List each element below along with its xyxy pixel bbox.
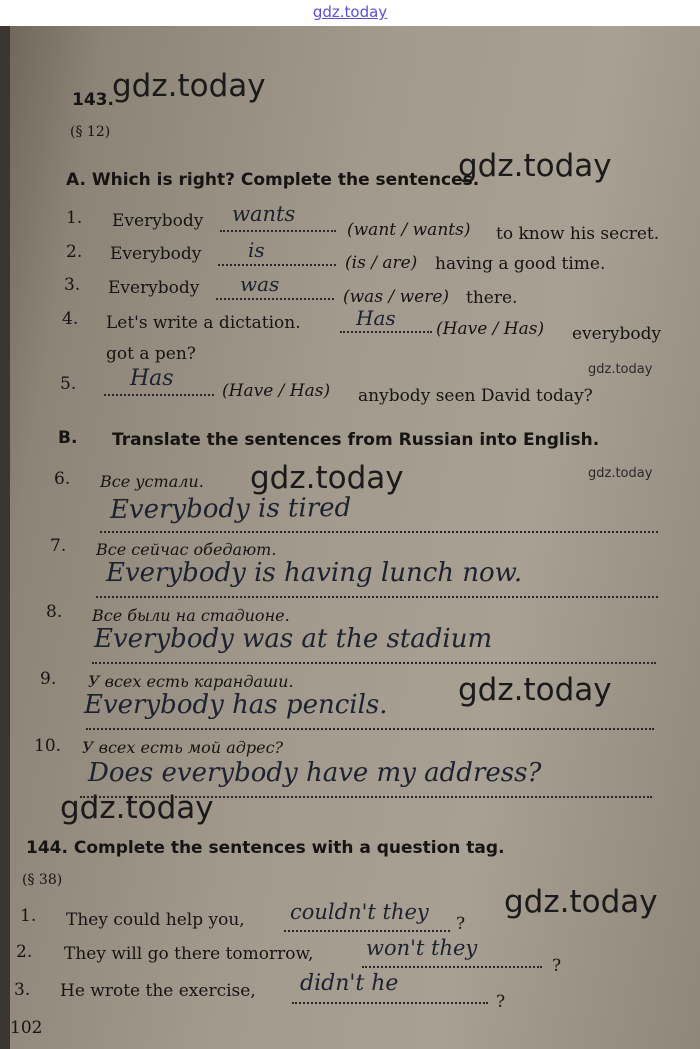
item-text: everybody: [572, 324, 662, 344]
handwritten-answer: Everybody was at the stadium: [94, 624, 493, 654]
question-mark: ?: [496, 992, 506, 1012]
item-text: got a pen?: [106, 344, 196, 364]
textbook-photo: [0, 26, 700, 1049]
item-number: 3.: [64, 275, 81, 295]
watermark: gdz.today: [112, 68, 266, 104]
russian-sentence: У всех есть мой адрес?: [82, 738, 284, 757]
item-text: anybody seen David today?: [358, 386, 593, 406]
russian-sentence: У всех есть карандаши.: [88, 672, 294, 691]
handwritten-answer: wants: [232, 202, 296, 226]
item-number: 7.: [50, 536, 67, 556]
item-number: 6.: [54, 469, 71, 489]
item-text: to know his secret.: [496, 224, 660, 244]
item-text: They will go there tomorrow,: [64, 944, 314, 964]
answer-blank: [216, 298, 334, 300]
answer-line: [96, 596, 658, 598]
handwritten-answer: Everybody has pencils.: [84, 690, 388, 720]
item-number: 2.: [16, 942, 33, 962]
item-number: 2.: [66, 242, 83, 262]
item-number: 8.: [46, 602, 63, 622]
item-text: there.: [466, 288, 518, 308]
page-number: 102: [10, 1018, 43, 1038]
part-b-label: B.: [58, 428, 78, 448]
choice: (Have / Has): [222, 381, 331, 401]
handwritten-answer: Has: [356, 306, 396, 330]
answer-blank: [284, 930, 450, 932]
watermark-small: gdz.today: [588, 466, 653, 481]
item-number: 5.: [60, 374, 77, 394]
item-text: They could help you,: [66, 910, 245, 930]
item-text: Everybody: [112, 211, 204, 231]
part-b-heading: Translate the sentences from Russian into English.: [112, 430, 600, 450]
choice: (want / wants): [347, 220, 471, 240]
exercise-143-ref: (§ 12): [70, 124, 111, 140]
question-mark: ?: [456, 914, 466, 934]
answer-blank: [292, 1002, 488, 1004]
answer-blank: [362, 966, 542, 968]
part-a-heading: A. Which is right? Complete the sentences.: [66, 170, 480, 190]
handwritten-answer: is: [248, 238, 265, 262]
item-number: 1.: [20, 906, 37, 926]
answer-line: [92, 662, 656, 664]
watermark: gdz.today: [504, 884, 658, 920]
item-text: Everybody: [110, 244, 202, 264]
item-text: Let's write a dictation.: [106, 313, 301, 333]
item-number: 3.: [14, 980, 31, 1000]
answer-line: [100, 531, 658, 533]
watermark: gdz.today: [60, 790, 214, 826]
handwritten-answer: Everybody is having lunch now.: [106, 558, 523, 588]
item-text: having a good time.: [435, 254, 606, 274]
choice: (Have / Has): [436, 319, 545, 339]
question-mark: ?: [552, 956, 562, 976]
exercise-143-number: 143.: [72, 90, 114, 110]
answer-blank: [218, 264, 336, 266]
choice: (was / were): [343, 287, 450, 307]
answer-blank: [220, 230, 336, 232]
item-number: 4.: [62, 309, 79, 329]
page-edge: [0, 26, 10, 1049]
answer-line: [86, 728, 654, 730]
answer-blank: [340, 331, 432, 333]
handwritten-answer: Has: [130, 366, 174, 391]
handwritten-answer: won't they: [366, 936, 478, 960]
handwritten-answer: Everybody is tired: [109, 492, 352, 526]
russian-sentence: Все устали.: [100, 472, 204, 491]
item-text: Everybody: [108, 278, 200, 298]
watermark: gdz.today: [458, 148, 612, 184]
item-number: 10.: [34, 736, 62, 756]
answer-blank: [104, 394, 214, 396]
item-text: He wrote the exercise,: [60, 981, 256, 1001]
item-number: 1.: [66, 208, 83, 228]
watermark: gdz.today: [250, 460, 404, 496]
watermark-small: gdz.today: [588, 362, 653, 377]
russian-sentence: Все были на стадионе.: [92, 606, 290, 625]
choice: (is / are): [345, 253, 418, 273]
russian-sentence: Все сейчас обедают.: [96, 540, 277, 559]
exercise-144-heading: 144. Complete the sentences with a question tag.: [26, 838, 505, 858]
handwritten-answer: couldn't they: [290, 900, 429, 924]
handwritten-answer: was: [240, 272, 280, 296]
handwritten-answer: didn't he: [300, 971, 399, 996]
item-number: 9.: [40, 669, 57, 689]
site-header-link[interactable]: gdz.today: [312, 3, 388, 21]
handwritten-answer: Does everybody have my address?: [88, 758, 542, 788]
exercise-144-ref: (§ 38): [22, 872, 63, 888]
watermark: gdz.today: [458, 672, 612, 708]
